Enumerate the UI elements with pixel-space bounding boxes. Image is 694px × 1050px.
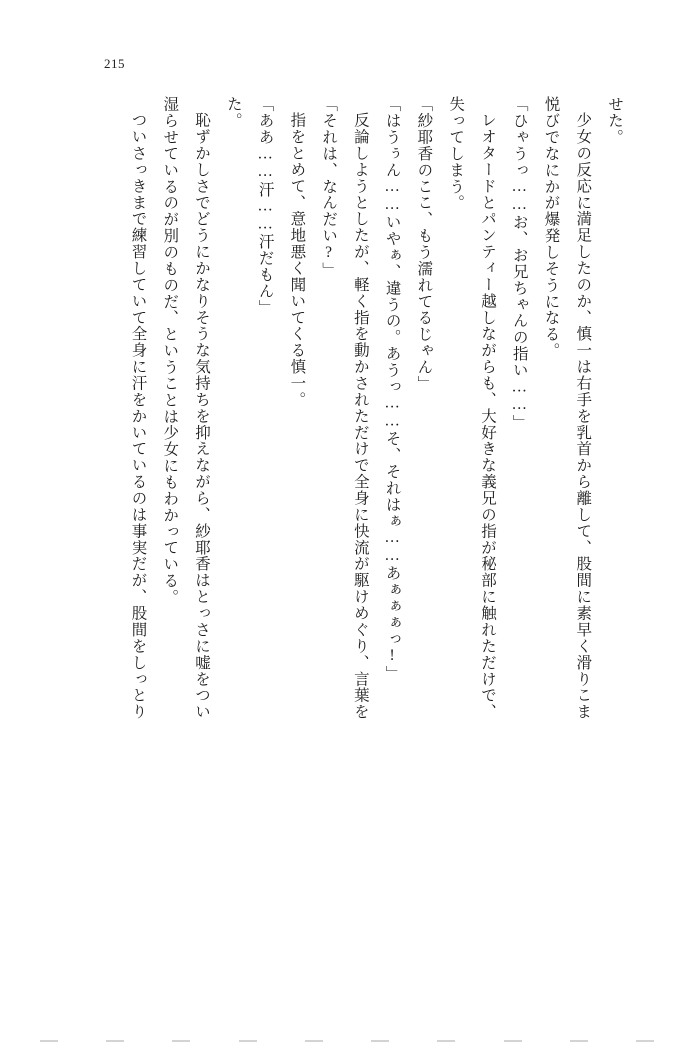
paragraph: 「ひゃうっ……お、お兄ちゃんの指い……」 (510, 96, 528, 431)
page-number: 215 (104, 56, 125, 71)
paragraph: ついさっきまで練習していて全身に汗をかいているのは事実だが、股間をしっとり (129, 111, 147, 720)
edge-mark (172, 1040, 190, 1042)
page-body-text (72, 96, 630, 976)
edge-mark (636, 1040, 654, 1042)
edge-mark (371, 1040, 389, 1042)
paragraph: 反論しようとしたが、軽く指を動かされただけで全身に快流が駆けめぐり、言葉を (351, 111, 369, 720)
edge-mark (106, 1040, 124, 1042)
paragraph: た。 (224, 96, 242, 129)
paragraph: 湿らせているのが別のものだ、ということは少女にもわかっている。 (161, 96, 179, 606)
paragraph: 少女の反応に満足したのか、慎一は右手を乳首から離して、股間に素早く滑りこま (574, 111, 592, 720)
bottom-rule (0, 1037, 694, 1038)
paragraph: 失ってしまう。 (447, 96, 465, 212)
paragraph: せた。 (606, 96, 623, 146)
paragraph: レオタードとパンティー越しながらも、大好きな義兄の指が秘部に触れただけで、 (478, 111, 496, 720)
edge-mark (239, 1040, 257, 1042)
edge-mark (570, 1040, 588, 1042)
paragraph: 「はうぅん……いやぁ、違うの。あうっ……そ、それはぁ……あぁぁぁっ!」 (383, 96, 401, 682)
edge-mark (437, 1040, 455, 1042)
paragraph: 指をとめて、意地悪く聞いてくる慎一。 (288, 111, 306, 408)
paragraph: 「紗耶香のここ、もう濡れてるじゃん」 (415, 96, 433, 392)
edge-mark (305, 1040, 323, 1042)
edge-mark (40, 1040, 58, 1042)
paragraph: 「ああ……汗……汗だもん」 (256, 96, 274, 316)
paragraph: 「それは、なんだい?」 (320, 96, 338, 279)
edge-mark (504, 1040, 522, 1042)
paragraph: 恥ずかしさでどうにかなりそうな気持ちを抑えながら、紗耶香はとっさに嘘をつい (193, 111, 211, 720)
paragraph: 悦びでなにかが爆発しそうになる。 (542, 96, 560, 359)
